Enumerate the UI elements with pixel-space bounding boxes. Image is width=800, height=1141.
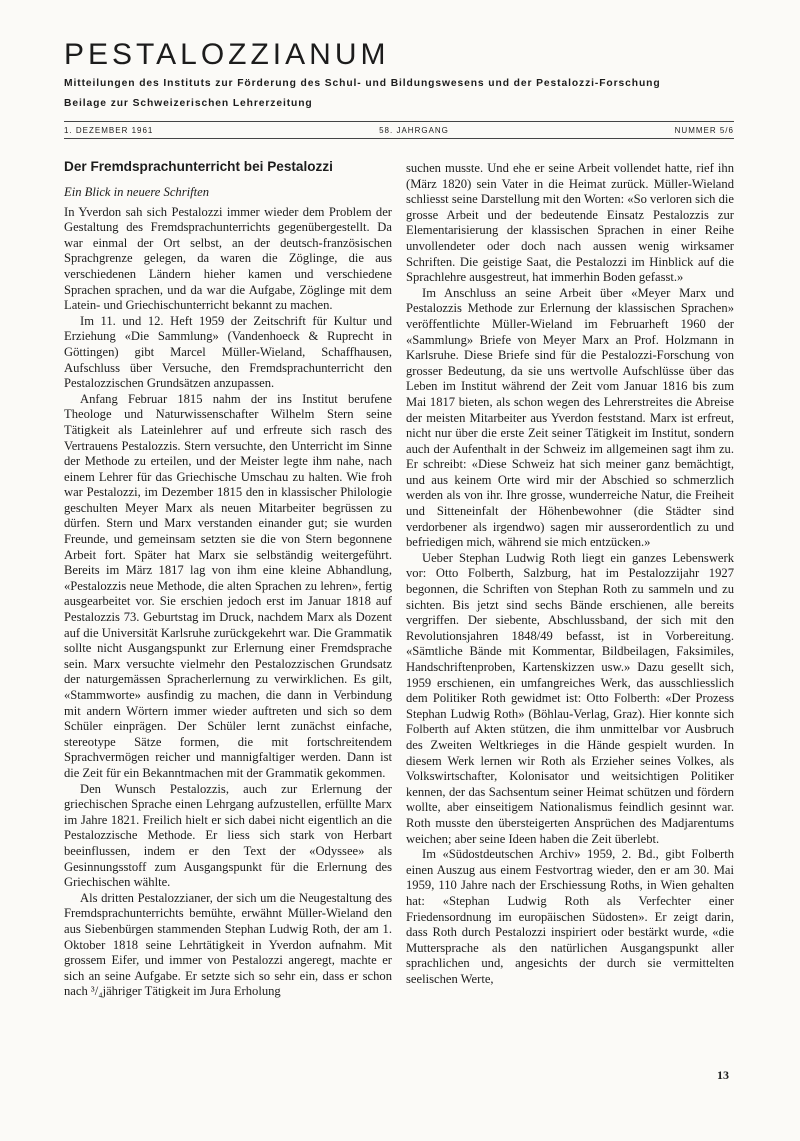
paragraph: Im 11. und 12. Heft 1959 der Zeitschrift für Kultur und Erziehung «Die Sammlung» (Vandenhoeck & Ruprecht in Göttingen) gibt Marcel Müller-Wieland, Schaffhausen, Aufschluss über Versuche, den Fremdsprachunterricht den Pestalozzischen Grundsätzen anzupassen. [64,313,392,391]
magazine-supplement: Beilage zur Schweizerischen Lehrerzeitung [64,98,313,109]
paragraph: Den Wunsch Pestalozzis, auch zur Erlernung der griechischen Sprache einen Lehrgang aufzustellen, erfüllte Marx im Jahre 1821. Freilich hielt er sich dabei nicht eigentlich an die Pestalozzische Methode. Er liess sich stark von Herbart beeinflussen, indem er den Text der «Odyssee» als Gesinnungsstoff zum Ausgangspunkt für die Erlernung des Griechischen wählte. [64,781,392,890]
paragraph: suchen musste. Und ehe er seine Arbeit vollendet hatte, rief ihn (März 1820) sein Vater in die Heimat zurück. Müller-Wieland schliesst seine Darstellung mit den Worten: «So verloren sich die grosse Arbeit und der bedeutende Einsatz Pestalozzis zur Elementarisierung der klassischen Sprachen in einer Reihe unvollendeter oder doch nach aussen wenig wirksamer Schriften. Die geistige Saat, die Pestalozzi im Hinblick auf die Sprachlehre ausgestreut, hat immerhin Boden gefasst.» [406,161,734,285]
paragraph: Ueber Stephan Ludwig Roth liegt ein ganzes Lebenswerk vor: Otto Folberth, Salzburg, hat im Pestalozzijahr 1927 begonnen, die Schriften von Stephan Roth zu sammeln und zu sichten. Bis jetzt sind sechs Bände erschienen, alle bereits vergriffen. Der siebente, Abschlussband, der sich mit den Revolutionsjahren 1848/49 befasst, ist in Vorbereitung. «Sämtliche Bände mit Kommentar, Bildbeilagen, Faksimiles, Handschriftenproben, Kartenskizzen usw.» Dazu gesellt sich, 1959 erschienen, ein umfangreiches Werk, das ausschliesslich dem Politiker Roth gewidmet ist: Otto Folberth: «Der Prozess Stephan Ludwig Roth» (Böhlau-Verlag, Graz). Hier konnte sich Folberth auf Akten stützen, die ihm unmittelbar vor Ausbruch des Zweiten Weltkrieges in die Hände gespielt wurden. In diesem Werk lernen wir Roth als Erzieher seines Volkes, als Volkswirtschafter, Kolonisator und weitsichtigen Politiker kennen, der das Sachsentum seiner Heimat schützen und fördern wollte, aber einseitigem Nationalismus feindlich gesinnt war. Roth musste den übersteigerten Ansprüchen des Madjarentums weichen; aber seine Ideen haben die Zeit überlebt. [406,550,734,846]
issue-number: NUMMER 5/6 [674,125,734,135]
issue-info-bar [64,121,734,139]
paragraph: Anfang Februar 1815 nahm der ins Institut berufene Theologe und Naturwissenschafter Wilhelm Stern seine Tätigkeit als Lateinlehrer auf und erfreute sich rasch des Vertrauens Pestalozzis. Stern versuchte, den Unterricht im Sinne der Methode zu erteilen, und der Meister legte ihm nahe, nach einem Lehrer für das Griechische Umschau zu halten. Wie froh war Pestalozzi, im Dezember 1815 den in klassischer Philologie geschulten Meyer Marx als neuen Mitarbeiter begrüssen zu dürfen. Stern und Marx verstanden einander gut; sie wurden Freunde, und gemeinsam setzten sie die von Stern begonnene Arbeit fort. Später hat Marx sie selbständig weitergeführt. Bereits im März 1817 lag von ihm eine kleine Abhandlung, «Pestalozzis neue Methode, die alten Sprachen zu lehren», fertig ausgearbeitet vor. Sie erschien jedoch erst im Januar 1818 auf Pestalozzis 73. Geburtstag im Druck, nachdem Marx als Dozent auf die Universität Karlsruhe zurückgekehrt war. Die Grammatik sollte nicht Ausgangspunkt zur Erlernung einer Fremdsprache sein. Marx versuchte vielmehr den Pestalozzischen Grundsatz der naturgemässen Spracherlernung zu verwirklichen. Es gilt, «Stammworte» ausfindig zu machen, die dann in Verbindung mit andern Wörtern immer wieder auftreten und sich so dem Schüler einprägen. Der Schüler lernt zunächst einfache, stereotype Sätze formen, die mit fortschreitendem Sprachvermögen reicher und mannigfaltiger werden. Dann ist die Zeit für ein Bekanntmachen mit der Grammatik gekommen. [64,391,393,780]
article-subtitle: Ein Blick in neuere Schriften [64,185,210,199]
paragraph: Als dritten Pestalozzianer, der sich um die Neugestaltung des Fremdsprachunterrichts bemühte, erwähnt Müller-Wieland den aus Siebenbürgen stammenden Stephan Ludwig Roth, der am 1. Oktober 1818 seine Lehrtätigkeit in Yverdon aufnahm. Mit grossem Eifer, und immer von Pestalozzi angeregt, machte er sich an seine Aufgabe. Er setzte sich so sehr ein, dass er schon nach ³/₄jähriger Tätigkeit im Jura Erholung [64,890,392,999]
magazine-title: PESTALOZZIANUM [64,38,390,71]
issue-volume: 58. JAHRGANG [379,125,449,135]
paragraph: In Yverdon sah sich Pestalozzi immer wieder dem Problem der Gestaltung des Fremdsprachunterrichts gegenübergestellt. Da war einmal der Ort selbst, an der deutsch-französischen Sprachgrenze gelegen, da waren die Zöglinge, die aus verschiedenen Ländern hieher kamen und verschiedene Sprachen sprachen, und da war die Aufgabe, Zöglinge mit dem Latein- und Griechischunterricht bekannt zu machen. [64,204,392,313]
masthead [64,38,734,109]
magazine-subtitle: Mitteilungen des Instituts zur Förderung des Schul- und Bildungswesens und der Pestalozzi-Forschung [64,78,661,89]
left-column [64,158,392,1000]
page-number: 13 [717,1068,729,1082]
paragraph: Im Anschluss an seine Arbeit über «Meyer Marx und Pestalozzis Methode zur Erlernung der klassischen Sprachen» veröffentlichte Müller-Wieland im Februarheft 1960 der «Sammlung» Briefe von Meyer Marx an Prof. Holzmann in Karlsruhe. Diese Briefe sind für die Pestalozzi-Forschung von grosser Bedeutung, da sie uns wertvolle Aufschlüsse über das Leben im Institut während der Zeit vom Januar 1816 bis zum Mai 1817 bieten, als schon wegen des Lehrerstreites die Abreise der meisten Mitarbeiter aus Yverdon feststand. Marx ist erfreut, nicht nur über die erste Zeit seiner Tätigkeit im Institut, sondern auch der Aufenthalt in der Schweiz im allgemeinen sagt ihm zu. Er schreibt: «Diese Schweiz hat sich meiner ganz bemächtigt, und aus keinem Orte wird mir der Abschied so schmerzlich werden als von ihr. Ihre grosse, wunderreiche Natur, die Freiheit und Sitteneinfalt der Höhenbewohner (die Städter sind verdorbener als irgendwo) sagen mir ausserordentlich zu und befriedigen mich, während sie mich entzücken.» [406,285,734,550]
paragraph: Im «Südostdeutschen Archiv» 1959, 2. Bd., gibt Folberth einen Auszug aus einem Festvortrag wieder, den er am 30. Mai 1959, 110 Jahre nach der Erschiessung Roths, in Wien gehalten hat: «Stephan Ludwig Roth als Verfechter einer Friedensordnung im europäischen Südosten». Er zeigt darin, dass Roth durch Pestalozzi inspiriert oder bestärkt wurde, «die Muttersprache als den natürlichen Ausgangspunkt aller sprachlichen und, angesichts der durch sie vermittelten seelischen Werte, [406,847,734,986]
right-column [406,161,734,987]
issue-date: 1. DEZEMBER 1961 [64,125,154,135]
article-title: Der Fremdsprachunterricht bei Pestalozzi [64,159,333,174]
